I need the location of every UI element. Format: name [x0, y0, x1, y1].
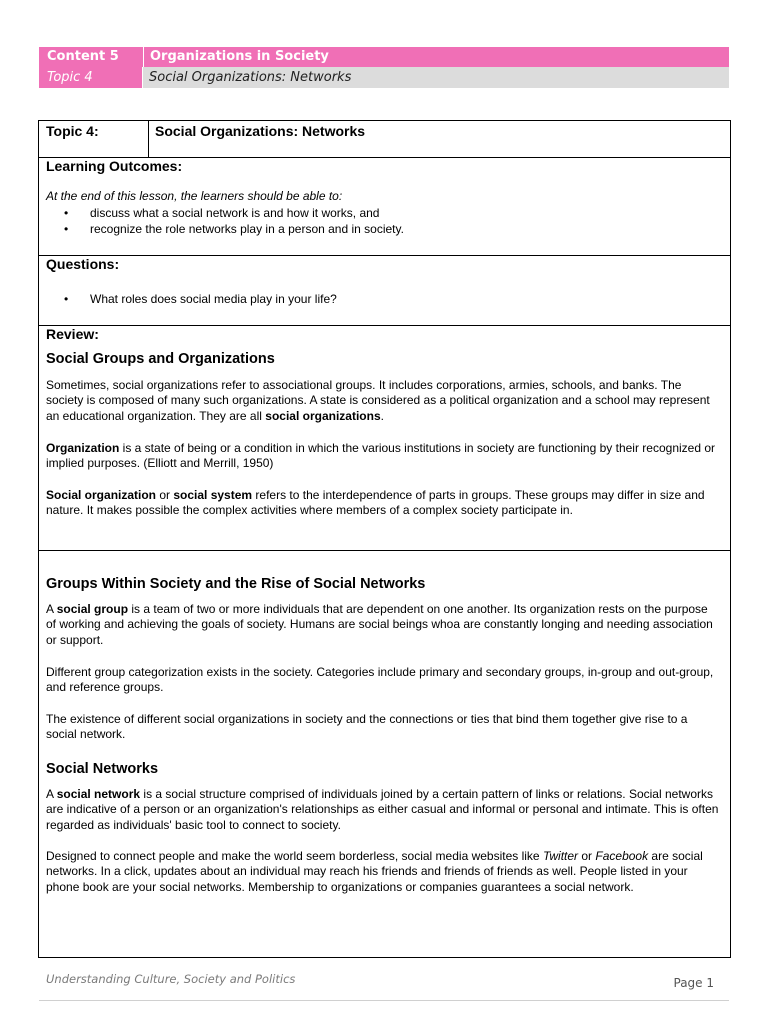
text-run: Designed to connect people and make the world seem borderless, social media websites like: [46, 849, 543, 863]
content-header-row: [39, 47, 729, 67]
text-run: or: [578, 849, 596, 863]
italic-term: Facebook: [595, 849, 649, 863]
content-label: Content 5: [47, 49, 119, 64]
text-run: A: [46, 602, 57, 616]
table-topic-title: Social Organizations: Networks: [155, 123, 366, 139]
text-run: are social networks. In a click, updates about an individual may reach his friends and friends of friends as well. People listed in your phone book are your social networks. Membership to organizations or companies guarantees a social network.: [46, 849, 703, 894]
review-paragraph-2: [46, 441, 720, 472]
text-run: refers to the interdependence of parts in groups. These groups may differ in size and nature. It makes possible the complex activities where members of a complex society participate in.: [46, 488, 705, 518]
learning-outcomes-intro: At the end of this lesson, the learners should be able to:: [46, 189, 343, 203]
review-heading: Review:: [46, 326, 99, 342]
row-divider: [39, 255, 730, 256]
footer-divider: [39, 1000, 729, 1001]
learning-outcomes-heading: Learning Outcomes:: [46, 158, 183, 174]
learning-outcomes-list: [64, 205, 404, 237]
text-run: is a state of being or a condition in which the various institutions in society are functioning by their recognized or implied purposes. (Elliott and Merrill, 1950): [46, 441, 716, 471]
social-networks-heading: Social Networks: [46, 761, 159, 777]
text-run: is a social structure comprised of individuals joined by a certain pattern of links or relations. Social networks are indicative of a person or an organization's relationships as either casual and informal or personal and intimate. This is often regarded as individuals' basic tool to connect to society.: [46, 787, 719, 832]
bold-term: social organizations: [265, 408, 381, 423]
list-item: • discuss what a social network is and how it works, and: [64, 205, 404, 221]
review-paragraph-3: [46, 488, 720, 519]
social-groups-heading: Social Groups and Organizations: [46, 351, 275, 367]
topic-title: Social Organizations: Networks: [143, 67, 729, 88]
column-divider: [148, 121, 149, 157]
topic-header-row: [39, 67, 729, 88]
content-title: Organizations in Society: [143, 47, 729, 67]
footer-book-title: Understanding Culture, Society and Politics: [46, 972, 296, 986]
row-divider: [39, 325, 730, 326]
text-run: Sometimes, social organizations refer to associational groups. It includes corporations, armies, schools, and banks. The society is composed of many such organizations. A state is considered as a political organization and a school may represent an educational organization. They are all: [46, 378, 710, 423]
questions-list: [64, 291, 337, 307]
networks-paragraph-1: [46, 787, 720, 833]
text-run: .: [380, 408, 384, 423]
list-item: • recognize the role networks play in a person and in society.: [64, 221, 404, 237]
groups-heading: Groups Within Society and the Rise of Social Networks: [46, 576, 426, 592]
text-run: is a team of two or more individuals that are dependent on one another. Its organization rests on the purpose of working and achieving the goals of society. Humans are social beings whoa are constantly longing and needing association or support.: [46, 602, 713, 647]
questions-heading: Questions:: [46, 256, 120, 272]
groups-paragraph-3: The existence of different social organizations in society and the connections or ties that bind them together give rise to a social network.: [46, 712, 688, 742]
bold-term: Social organization: [46, 488, 157, 502]
bold-term: social network: [56, 787, 141, 801]
bold-term: social system: [173, 488, 253, 502]
review-paragraph-1: [46, 378, 720, 424]
italic-term: Twitter: [542, 849, 579, 863]
bold-term: Organization: [46, 441, 120, 455]
footer-page-number: Page 1: [673, 976, 714, 990]
groups-paragraph-1: [46, 602, 720, 648]
networks-paragraph-2: [46, 849, 720, 895]
list-item: • What roles does social media play in your life?: [64, 291, 337, 307]
groups-paragraph-2: Different group categorization exists in the society. Categories include primary and secondary groups, in-group and out-group, and reference groups.: [46, 665, 714, 695]
bold-term: social group: [56, 602, 129, 616]
topic-label: Topic 4: [39, 67, 142, 88]
table-topic-label: Topic 4:: [46, 123, 99, 139]
row-divider: [39, 550, 730, 551]
text-run: or: [156, 488, 174, 502]
text-run: A: [46, 787, 57, 801]
lesson-table: [38, 120, 731, 958]
